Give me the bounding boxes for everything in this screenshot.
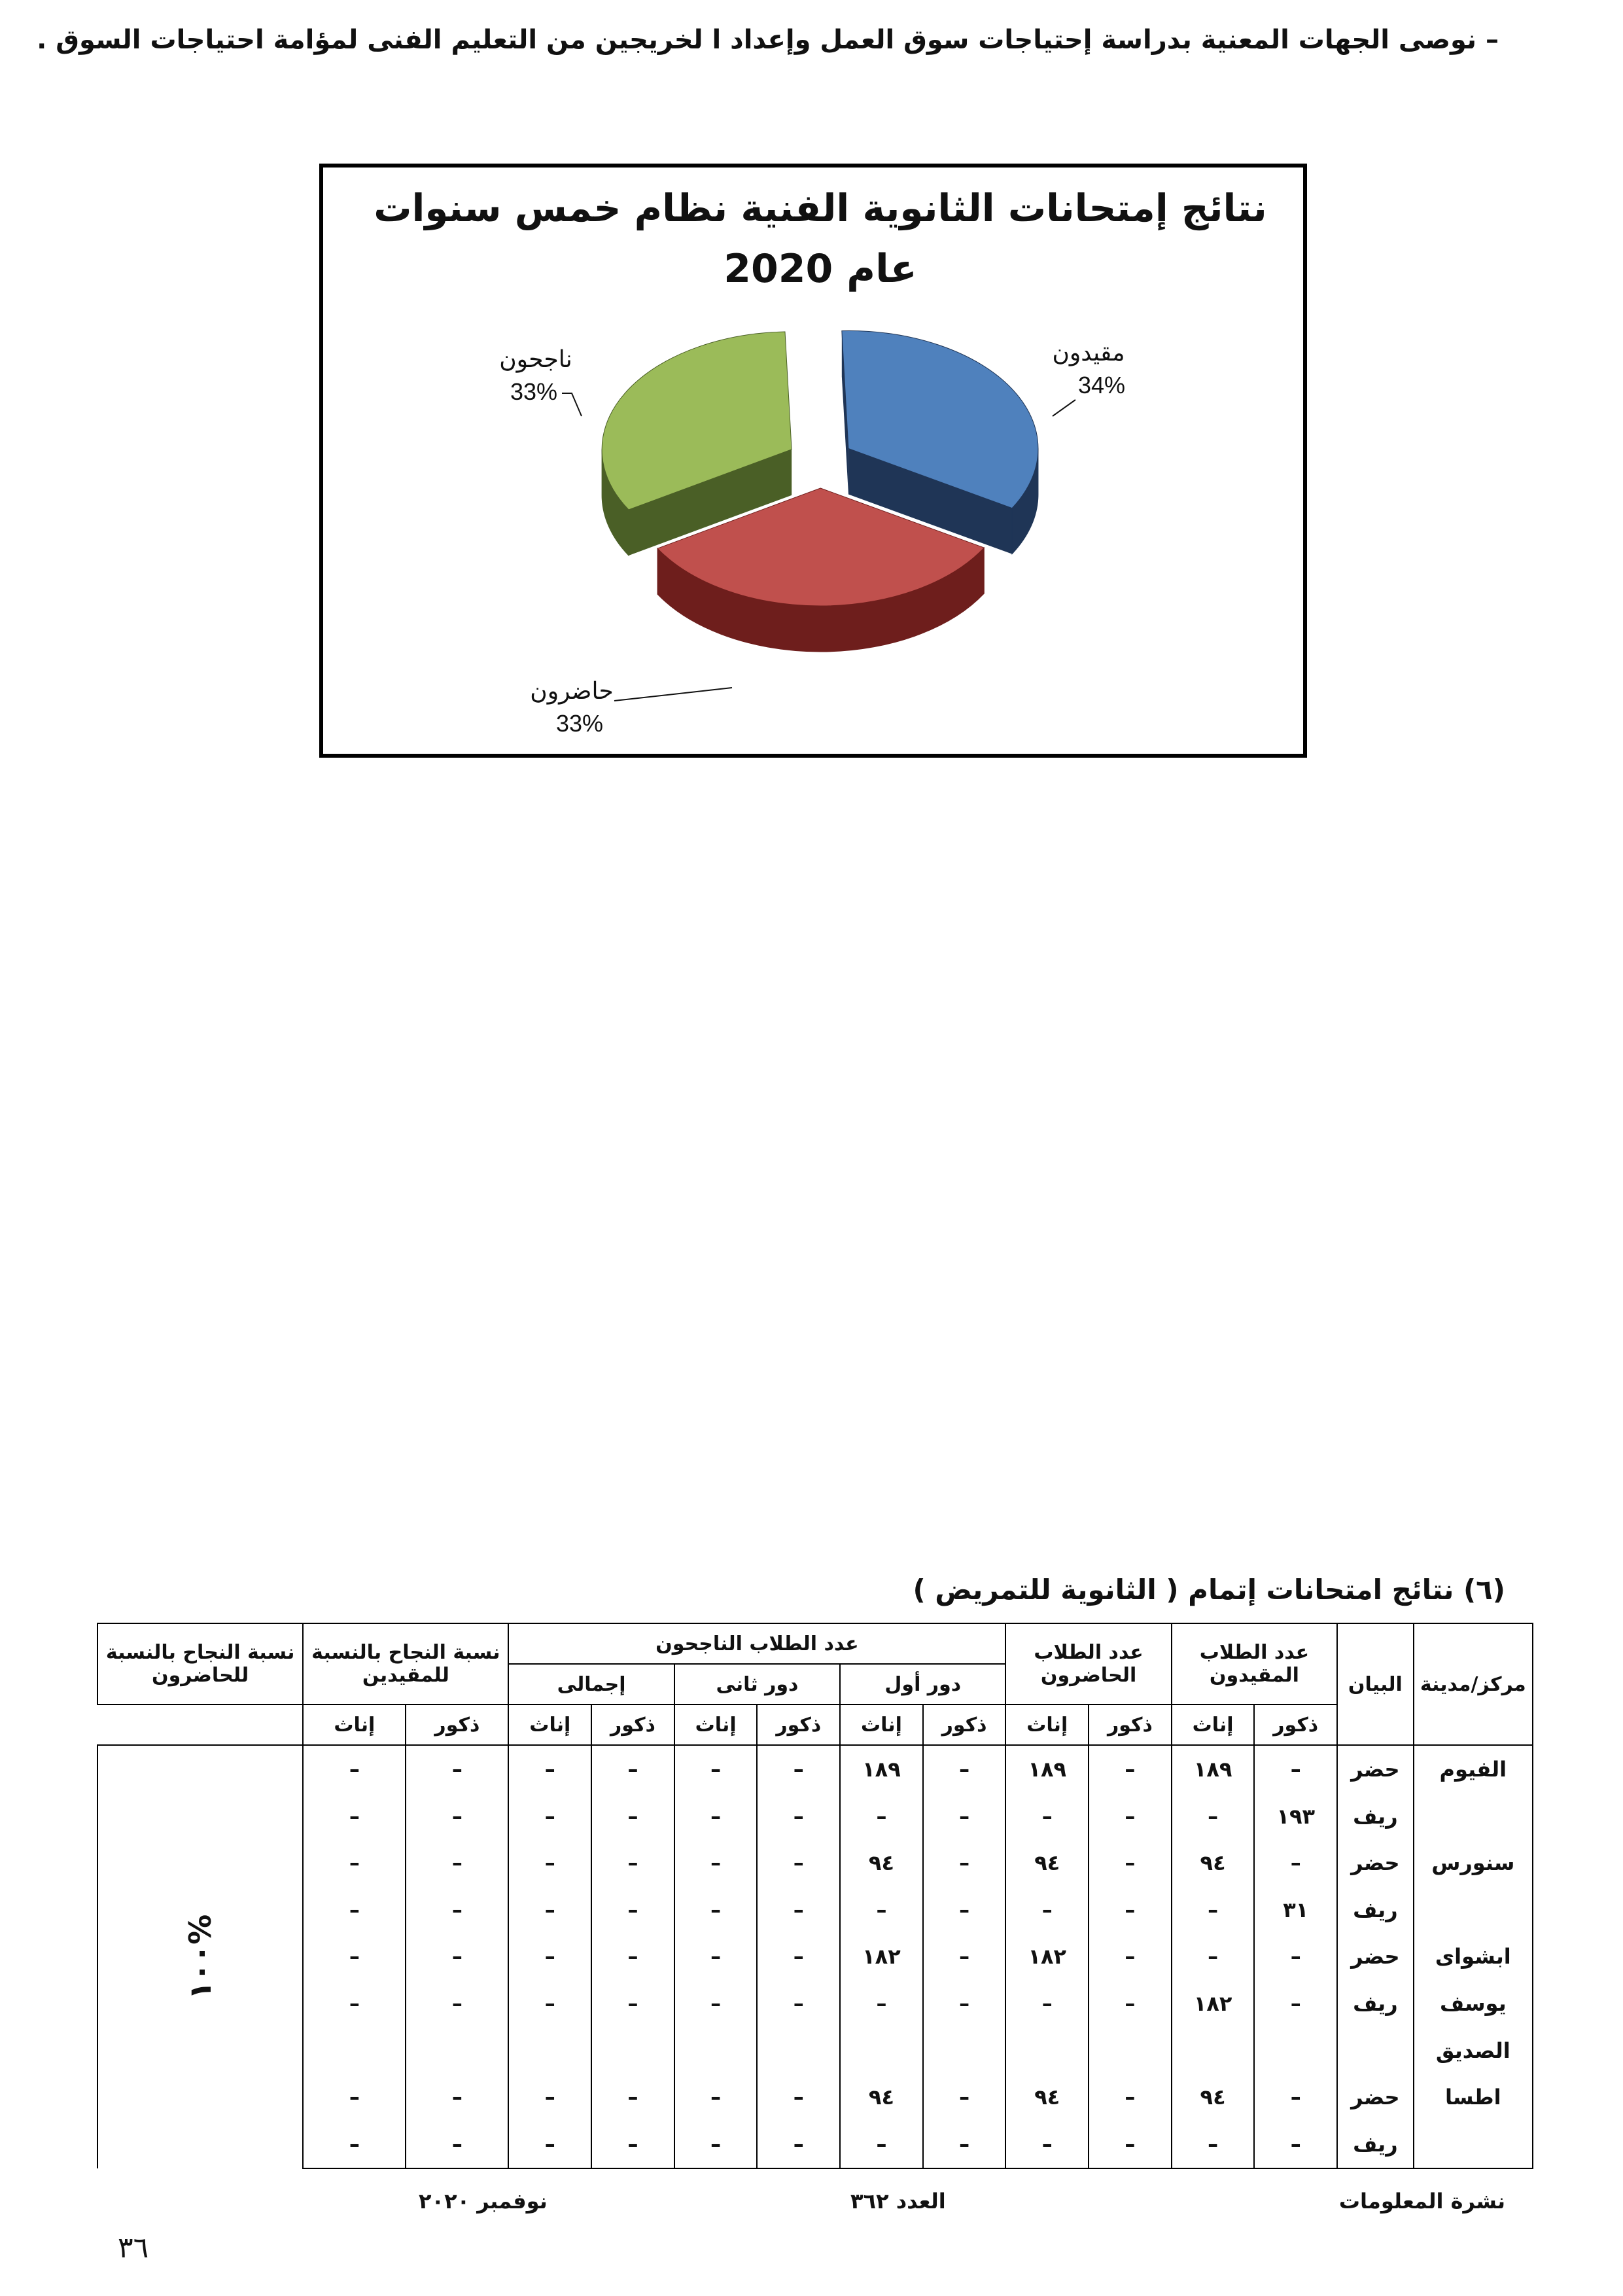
- cell-value: –: [508, 1793, 591, 1840]
- cell-value: –: [303, 1886, 406, 1934]
- cell-value: ١٨٢: [1005, 1934, 1089, 1981]
- cell-value: –: [1254, 1839, 1337, 1886]
- cell-value: ١٨٢: [1172, 1980, 1255, 2027]
- cell-value: –: [508, 1839, 591, 1886]
- header-male: ذكور: [757, 1704, 840, 1745]
- cell-value: –: [923, 1886, 1006, 1934]
- cell-value: –: [840, 1980, 923, 2027]
- cell-value: ١٨٩: [840, 1745, 923, 1793]
- header-male: ذكور: [591, 1704, 674, 1745]
- header-total: إجمالى: [508, 1664, 674, 1704]
- cell-value: –: [1005, 1980, 1089, 2027]
- chart-title-line2: عام 2020: [724, 246, 917, 292]
- cell-value: –: [1089, 1934, 1172, 1981]
- table-row: [97, 1934, 1533, 1981]
- cell-value: –: [674, 1793, 758, 1840]
- table-row: [97, 2121, 1533, 2168]
- label-enrolled-pct: 34%: [1077, 372, 1126, 398]
- header-rate-enrolled: نسبة النجاح بالنسبة للمقيدين: [303, 1623, 508, 1704]
- header-round2: دور ثانى: [674, 1664, 840, 1704]
- cell-value: –: [406, 1745, 508, 1793]
- table-row: [97, 2074, 1533, 2121]
- cell-value: –: [508, 1886, 591, 1934]
- cell-value: –: [1172, 2121, 1255, 2168]
- header-female: إناث: [674, 1704, 758, 1745]
- cell-value: –: [1254, 2074, 1337, 2121]
- cell-value: [1254, 2027, 1337, 2074]
- cell-value: –: [508, 1934, 591, 1981]
- cell-city: [1414, 1886, 1533, 1934]
- header-city: مركز/مدينة: [1414, 1623, 1533, 1745]
- cell-value: –: [757, 1745, 840, 1793]
- cell-value: –: [757, 1980, 840, 2027]
- cell-type: حضر: [1337, 2074, 1414, 2121]
- cell-value: –: [1254, 2121, 1337, 2168]
- cell-value: –: [1172, 1886, 1255, 1934]
- cell-type: ريف: [1337, 1793, 1414, 1840]
- cell-type: ريف: [1337, 2121, 1414, 2168]
- cell-value: –: [303, 1980, 406, 2027]
- table-row: [97, 1886, 1533, 1934]
- cell-value: ١٩٣: [1254, 1793, 1337, 1840]
- cell-value: –: [406, 1934, 508, 1981]
- cell-value: –: [757, 1886, 840, 1934]
- cell-percent-present: [97, 1745, 303, 2168]
- cell-value: –: [1254, 1934, 1337, 1981]
- cell-type: [1337, 2027, 1414, 2074]
- cell-type: ريف: [1337, 1980, 1414, 2027]
- cell-value: –: [303, 1839, 406, 1886]
- cell-value: –: [303, 1793, 406, 1840]
- header-female: إناث: [1172, 1704, 1255, 1745]
- label-present-pct: 33%: [555, 710, 604, 737]
- cell-city: يوسف: [1414, 1980, 1533, 2027]
- header-present: عدد الطلاب الحاضرون: [1005, 1623, 1171, 1704]
- cell-value: –: [508, 2121, 591, 2168]
- cell-value: [303, 2027, 406, 2074]
- cell-value: ٩٤: [1172, 2074, 1255, 2121]
- cell-value: –: [406, 1839, 508, 1886]
- cell-value: –: [1089, 1886, 1172, 1934]
- cell-value: [508, 2027, 591, 2074]
- cell-value: –: [591, 2121, 674, 2168]
- header-enrolled: عدد الطلاب المقيدون: [1172, 1623, 1337, 1704]
- leader-enrolled: [1053, 400, 1075, 416]
- cell-value: –: [923, 1839, 1006, 1886]
- cell-value: –: [923, 1980, 1006, 2027]
- cell-city: [1414, 2121, 1533, 2168]
- cell-value: –: [591, 1934, 674, 1981]
- cell-value: –: [591, 1886, 674, 1934]
- cell-city: ابشواى: [1414, 1934, 1533, 1981]
- cell-value: –: [1089, 2121, 1172, 2168]
- cell-value: –: [840, 1793, 923, 1840]
- cell-city: الفيوم: [1414, 1745, 1533, 1793]
- cell-value: [406, 2027, 508, 2074]
- header-bayan: البيان: [1337, 1623, 1414, 1745]
- cell-value: [1005, 2027, 1089, 2074]
- cell-value: ٩٤: [1005, 1839, 1089, 1886]
- cell-value: –: [1089, 1793, 1172, 1840]
- cell-value: –: [674, 1980, 758, 2027]
- cell-value: –: [406, 1980, 508, 2027]
- cell-value: [757, 2027, 840, 2074]
- header-round1: دور أول: [840, 1664, 1005, 1704]
- label-passed-pct: 33%: [510, 378, 558, 405]
- cell-value: –: [757, 1934, 840, 1981]
- cell-value: ١٨٩: [1172, 1745, 1255, 1793]
- footer-publication: نشرة المعلومات: [1338, 2189, 1505, 2214]
- cell-value: –: [406, 1793, 508, 1840]
- cell-type: حضر: [1337, 1839, 1414, 1886]
- header-female: إناث: [1005, 1704, 1089, 1745]
- cell-value: –: [923, 1793, 1006, 1840]
- cell-value: –: [840, 1886, 923, 1934]
- cell-value: –: [1172, 1934, 1255, 1981]
- cell-value: –: [591, 2074, 674, 2121]
- cell-value: –: [406, 2074, 508, 2121]
- table-row: [97, 1793, 1533, 1840]
- cell-value: –: [1089, 2074, 1172, 2121]
- cell-value: [923, 2027, 1006, 2074]
- header-male: ذكور: [1254, 1704, 1337, 1745]
- leader-present: [614, 688, 732, 701]
- cell-value: –: [591, 1745, 674, 1793]
- cell-value: –: [674, 1745, 758, 1793]
- pie-chart: [323, 168, 1303, 754]
- cell-value: –: [674, 1886, 758, 1934]
- table-row: [97, 1980, 1533, 2027]
- cell-value: –: [923, 1745, 1006, 1793]
- cell-type: ريف: [1337, 1886, 1414, 1934]
- cell-value: ١٨٩: [1005, 1745, 1089, 1793]
- cell-value: [1089, 2027, 1172, 2074]
- leader-passed: [562, 393, 582, 416]
- cell-value: –: [1254, 1745, 1337, 1793]
- cell-value: –: [840, 2121, 923, 2168]
- cell-value: –: [1089, 1745, 1172, 1793]
- label-enrolled-name: مقيدون: [1052, 339, 1125, 366]
- cell-value: –: [508, 2074, 591, 2121]
- header-passed: عدد الطلاب الناجحون: [508, 1623, 1005, 1664]
- cell-value: –: [591, 1793, 674, 1840]
- cell-value: –: [923, 2121, 1006, 2168]
- header-male: ذكور: [1089, 1704, 1172, 1745]
- cell-value: –: [508, 1980, 591, 2027]
- cell-value: –: [406, 2121, 508, 2168]
- chart-title-line1: نتائج إمتحانات الثانوية الفنية نظام خمس سنوات: [374, 186, 1267, 230]
- results-table: [97, 1623, 1533, 2169]
- cell-value: ٩٤: [840, 1839, 923, 1886]
- cell-value: –: [591, 1839, 674, 1886]
- cell-value: [1172, 2027, 1255, 2074]
- table-row: [97, 1839, 1533, 1886]
- cell-value: ١٨٢: [840, 1934, 923, 1981]
- table-caption: (٦) نتائج امتحانات إتمام ( الثانوية للتمريض ): [913, 1574, 1505, 1606]
- cell-value: ٩٤: [1005, 2074, 1089, 2121]
- cell-value: –: [757, 1839, 840, 1886]
- cell-value: ٣١: [1254, 1886, 1337, 1934]
- cell-value: –: [508, 1745, 591, 1793]
- cell-value: –: [591, 1980, 674, 2027]
- label-passed-name: ناجحون: [499, 345, 572, 372]
- cell-value: –: [1005, 1886, 1089, 1934]
- cell-value: [591, 2027, 674, 2074]
- table-row: [97, 1745, 1533, 1793]
- header-male: ذكور: [406, 1704, 508, 1745]
- cell-city: اطسا: [1414, 2074, 1533, 2121]
- header-rate-present: نسبة النجاح بالنسبة للحاضرون: [97, 1623, 303, 1704]
- label-present-name: حاضرون: [530, 677, 614, 704]
- cell-value: ٩٤: [1172, 1839, 1255, 1886]
- cell-value: –: [674, 2074, 758, 2121]
- footer-issue: العدد ٣٦٢: [850, 2189, 946, 2214]
- cell-value: –: [303, 1745, 406, 1793]
- cell-value: [840, 2027, 923, 2074]
- header-female: إناث: [508, 1704, 591, 1745]
- cell-value: –: [1089, 1839, 1172, 1886]
- cell-value: –: [674, 1934, 758, 1981]
- cell-city: الصديق: [1414, 2027, 1533, 2074]
- cell-value: –: [757, 2121, 840, 2168]
- percent-value: ١٠٠%: [183, 1914, 218, 2000]
- cell-value: –: [757, 1793, 840, 1840]
- cell-value: –: [1005, 1793, 1089, 1840]
- cell-value: [674, 2027, 758, 2074]
- cell-city: سنورس: [1414, 1839, 1533, 1886]
- cell-value: –: [303, 2121, 406, 2168]
- pie-chart-frame: [319, 164, 1307, 758]
- header-female: إناث: [303, 1704, 406, 1745]
- cell-value: –: [923, 2074, 1006, 2121]
- cell-value: –: [674, 1839, 758, 1886]
- cell-value: –: [406, 1886, 508, 1934]
- cell-value: –: [757, 2074, 840, 2121]
- table-row: [97, 2027, 1533, 2074]
- cell-value: –: [1172, 1793, 1255, 1840]
- footer-date: نوفمبر ٢٠٢٠: [419, 2189, 548, 2214]
- header-male: ذكور: [923, 1704, 1006, 1745]
- header-female: إناث: [840, 1704, 923, 1745]
- cell-city: [1414, 1793, 1533, 1840]
- cell-value: –: [674, 2121, 758, 2168]
- cell-value: –: [1089, 1980, 1172, 2027]
- page-number: ٣٦: [118, 2231, 149, 2265]
- header-note: – نوصى الجهات المعنية بدراسة إحتياجات سوق العمل وإعداد ا لخريجين من التعليم الفنى لمؤامة احتياجات السوق .: [37, 25, 1499, 55]
- cell-value: –: [303, 2074, 406, 2121]
- cell-value: ٩٤: [840, 2074, 923, 2121]
- cell-value: –: [303, 1934, 406, 1981]
- cell-type: حضر: [1337, 1745, 1414, 1793]
- cell-value: –: [1254, 1980, 1337, 2027]
- cell-value: –: [923, 1934, 1006, 1981]
- cell-type: حضر: [1337, 1934, 1414, 1981]
- cell-value: –: [1005, 2121, 1089, 2168]
